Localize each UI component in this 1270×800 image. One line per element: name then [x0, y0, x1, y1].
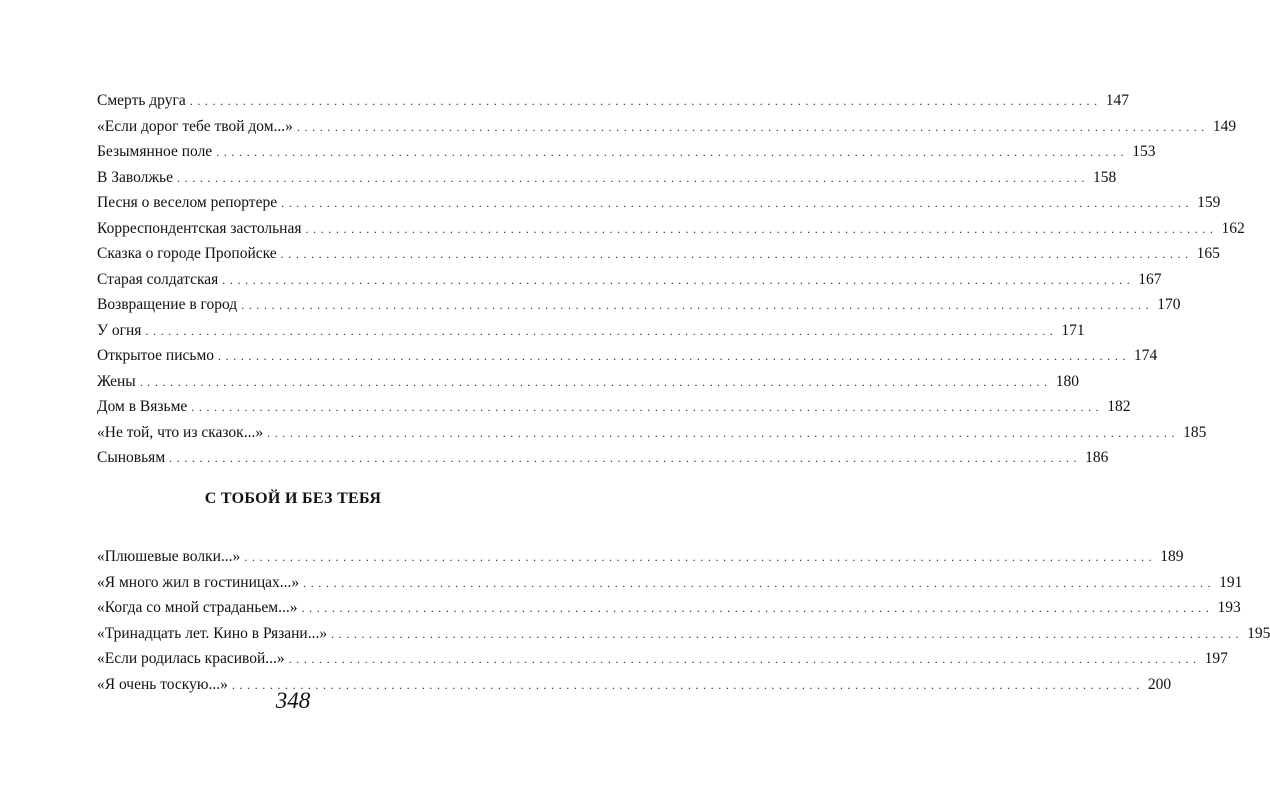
dot-leader: ........................................................................................................................ — [139, 374, 1052, 389]
dot-leader: ........................................................................................................................ — [222, 272, 1135, 287]
dot-leader: ........................................................................................................................ — [280, 247, 1193, 261]
toc-entry-page: 200 — [1147, 675, 1172, 693]
toc-entry — [97, 445, 1109, 471]
toc-entry-title: Возвращение в город — [97, 296, 238, 313]
toc-entry — [97, 318, 1085, 344]
toc-entry-page: 189 — [1160, 548, 1184, 565]
dot-leader: ........................................................................................................................ — [191, 400, 1104, 414]
toc-entry — [97, 595, 1241, 621]
toc-entry-title: Песня о веселом репортере — [97, 194, 278, 211]
toc-entry-title: Дом в Вязьме — [97, 398, 188, 415]
toc-entry-page: 180 — [1055, 372, 1079, 390]
toc-entry-page: 195 — [1247, 624, 1270, 642]
toc-entry-title: Корреспондентская застольная — [97, 219, 302, 237]
toc-entry — [97, 646, 1228, 672]
dot-leader: ........................................................................................................................ — [189, 94, 1102, 108]
toc-entry-title: «Не той, что из сказок...» — [97, 423, 264, 441]
toc-entry-page: 185 — [1183, 423, 1207, 441]
toc-entry-page: 186 — [1085, 449, 1109, 466]
toc-entry — [97, 190, 1221, 216]
toc-entry — [97, 420, 1207, 446]
toc-entry-page: 191 — [1219, 573, 1243, 591]
toc-entry-title: Сыновьям — [97, 449, 166, 466]
toc-entry — [97, 241, 1220, 267]
toc-entry — [97, 139, 1156, 165]
toc-entry-page: 193 — [1217, 599, 1241, 616]
dot-leader: ........................................................................................................................ — [218, 349, 1131, 363]
toc-entry-title: Жены — [97, 372, 136, 390]
toc-entry-title: Сказка о городе Пропойске — [97, 245, 277, 262]
toc-entry-title: Смерть друга — [97, 92, 186, 109]
toc-entry-title: «Я много жил в гостиницах...» — [97, 573, 300, 591]
toc-entry-page: 158 — [1093, 168, 1117, 186]
dot-leader: ........................................................................................................................ — [305, 221, 1218, 236]
toc-entry — [97, 88, 1129, 114]
toc-entry-title: В Заволжье — [97, 168, 174, 186]
toc-entry-title: У огня — [97, 321, 142, 339]
toc-entry — [97, 369, 1079, 395]
toc-entry-page: 162 — [1221, 219, 1245, 237]
toc-entry-title: Старая солдатская — [97, 270, 219, 288]
toc-entry — [97, 216, 1245, 242]
dot-leader: ........................................................................................................................ — [288, 652, 1201, 666]
toc-entry-page: 197 — [1204, 650, 1228, 667]
toc-list-part1 — [97, 88, 1245, 471]
dot-leader: ........................................................................................................................ — [216, 145, 1129, 159]
toc-entry-title: Безымянное поле — [97, 143, 213, 160]
toc-entry-page: 174 — [1134, 347, 1158, 364]
toc-entry — [97, 165, 1117, 191]
toc-entry-page: 149 — [1212, 117, 1237, 135]
dot-leader: ........................................................................................................................ — [231, 677, 1144, 692]
dot-leader: ........................................................................................................................ — [296, 119, 1209, 134]
toc-entry-title: «Плюшевые волки...» — [97, 548, 241, 565]
dot-leader: ........................................................................................................................ — [177, 170, 1090, 185]
toc-entry-title: «Когда со мной страданьем...» — [97, 599, 298, 616]
toc-entry-title: «Если родилась красивой...» — [97, 650, 285, 667]
dot-leader: ........................................................................................................................ — [301, 601, 1214, 615]
toc-entry-page: 171 — [1061, 321, 1085, 339]
toc-entry-title: «Я очень тоскую...» — [97, 675, 228, 693]
toc-entry-page: 182 — [1107, 398, 1131, 415]
toc-entry — [97, 114, 1237, 140]
toc-entry-page: 170 — [1157, 296, 1181, 313]
toc-entry — [97, 570, 1243, 596]
toc-entry-title: «Тринадцать лет. Кино в Рязани...» — [97, 624, 328, 642]
toc-entry — [97, 343, 1158, 369]
dot-leader: ........................................................................................................................ — [267, 425, 1180, 440]
toc-entry — [97, 292, 1181, 318]
dot-leader: ........................................................................................................................ — [244, 550, 1157, 564]
section-heading: С ТОБОЙ И БЕЗ ТЕБЯ — [204, 490, 382, 507]
toc-entry — [97, 267, 1162, 293]
dot-leader: ........................................................................................................................ — [145, 323, 1058, 338]
toc-entry-page: 159 — [1197, 194, 1221, 211]
toc-entry — [97, 621, 1270, 647]
toc-list-part2 — [97, 544, 1270, 697]
toc-entry — [97, 394, 1131, 420]
toc-entry-page: 165 — [1196, 245, 1220, 262]
dot-leader: ........................................................................................................................ — [281, 196, 1194, 210]
dot-leader: ........................................................................................................................ — [241, 298, 1154, 312]
dot-leader: ........................................................................................................................ — [303, 575, 1216, 590]
dot-leader: ........................................................................................................................ — [331, 626, 1244, 641]
toc-entry-title: Открытое письмо — [97, 347, 215, 364]
toc-entry — [97, 544, 1184, 570]
toc-entry-page: 153 — [1132, 143, 1156, 160]
dot-leader: ........................................................................................................................ — [169, 451, 1082, 465]
page-number: 348 — [275, 688, 311, 713]
toc-entry-page: 147 — [1105, 92, 1129, 109]
toc-entry-title: «Если дорог тебе твой дом...» — [97, 117, 293, 135]
toc-entry-page: 167 — [1138, 270, 1162, 288]
